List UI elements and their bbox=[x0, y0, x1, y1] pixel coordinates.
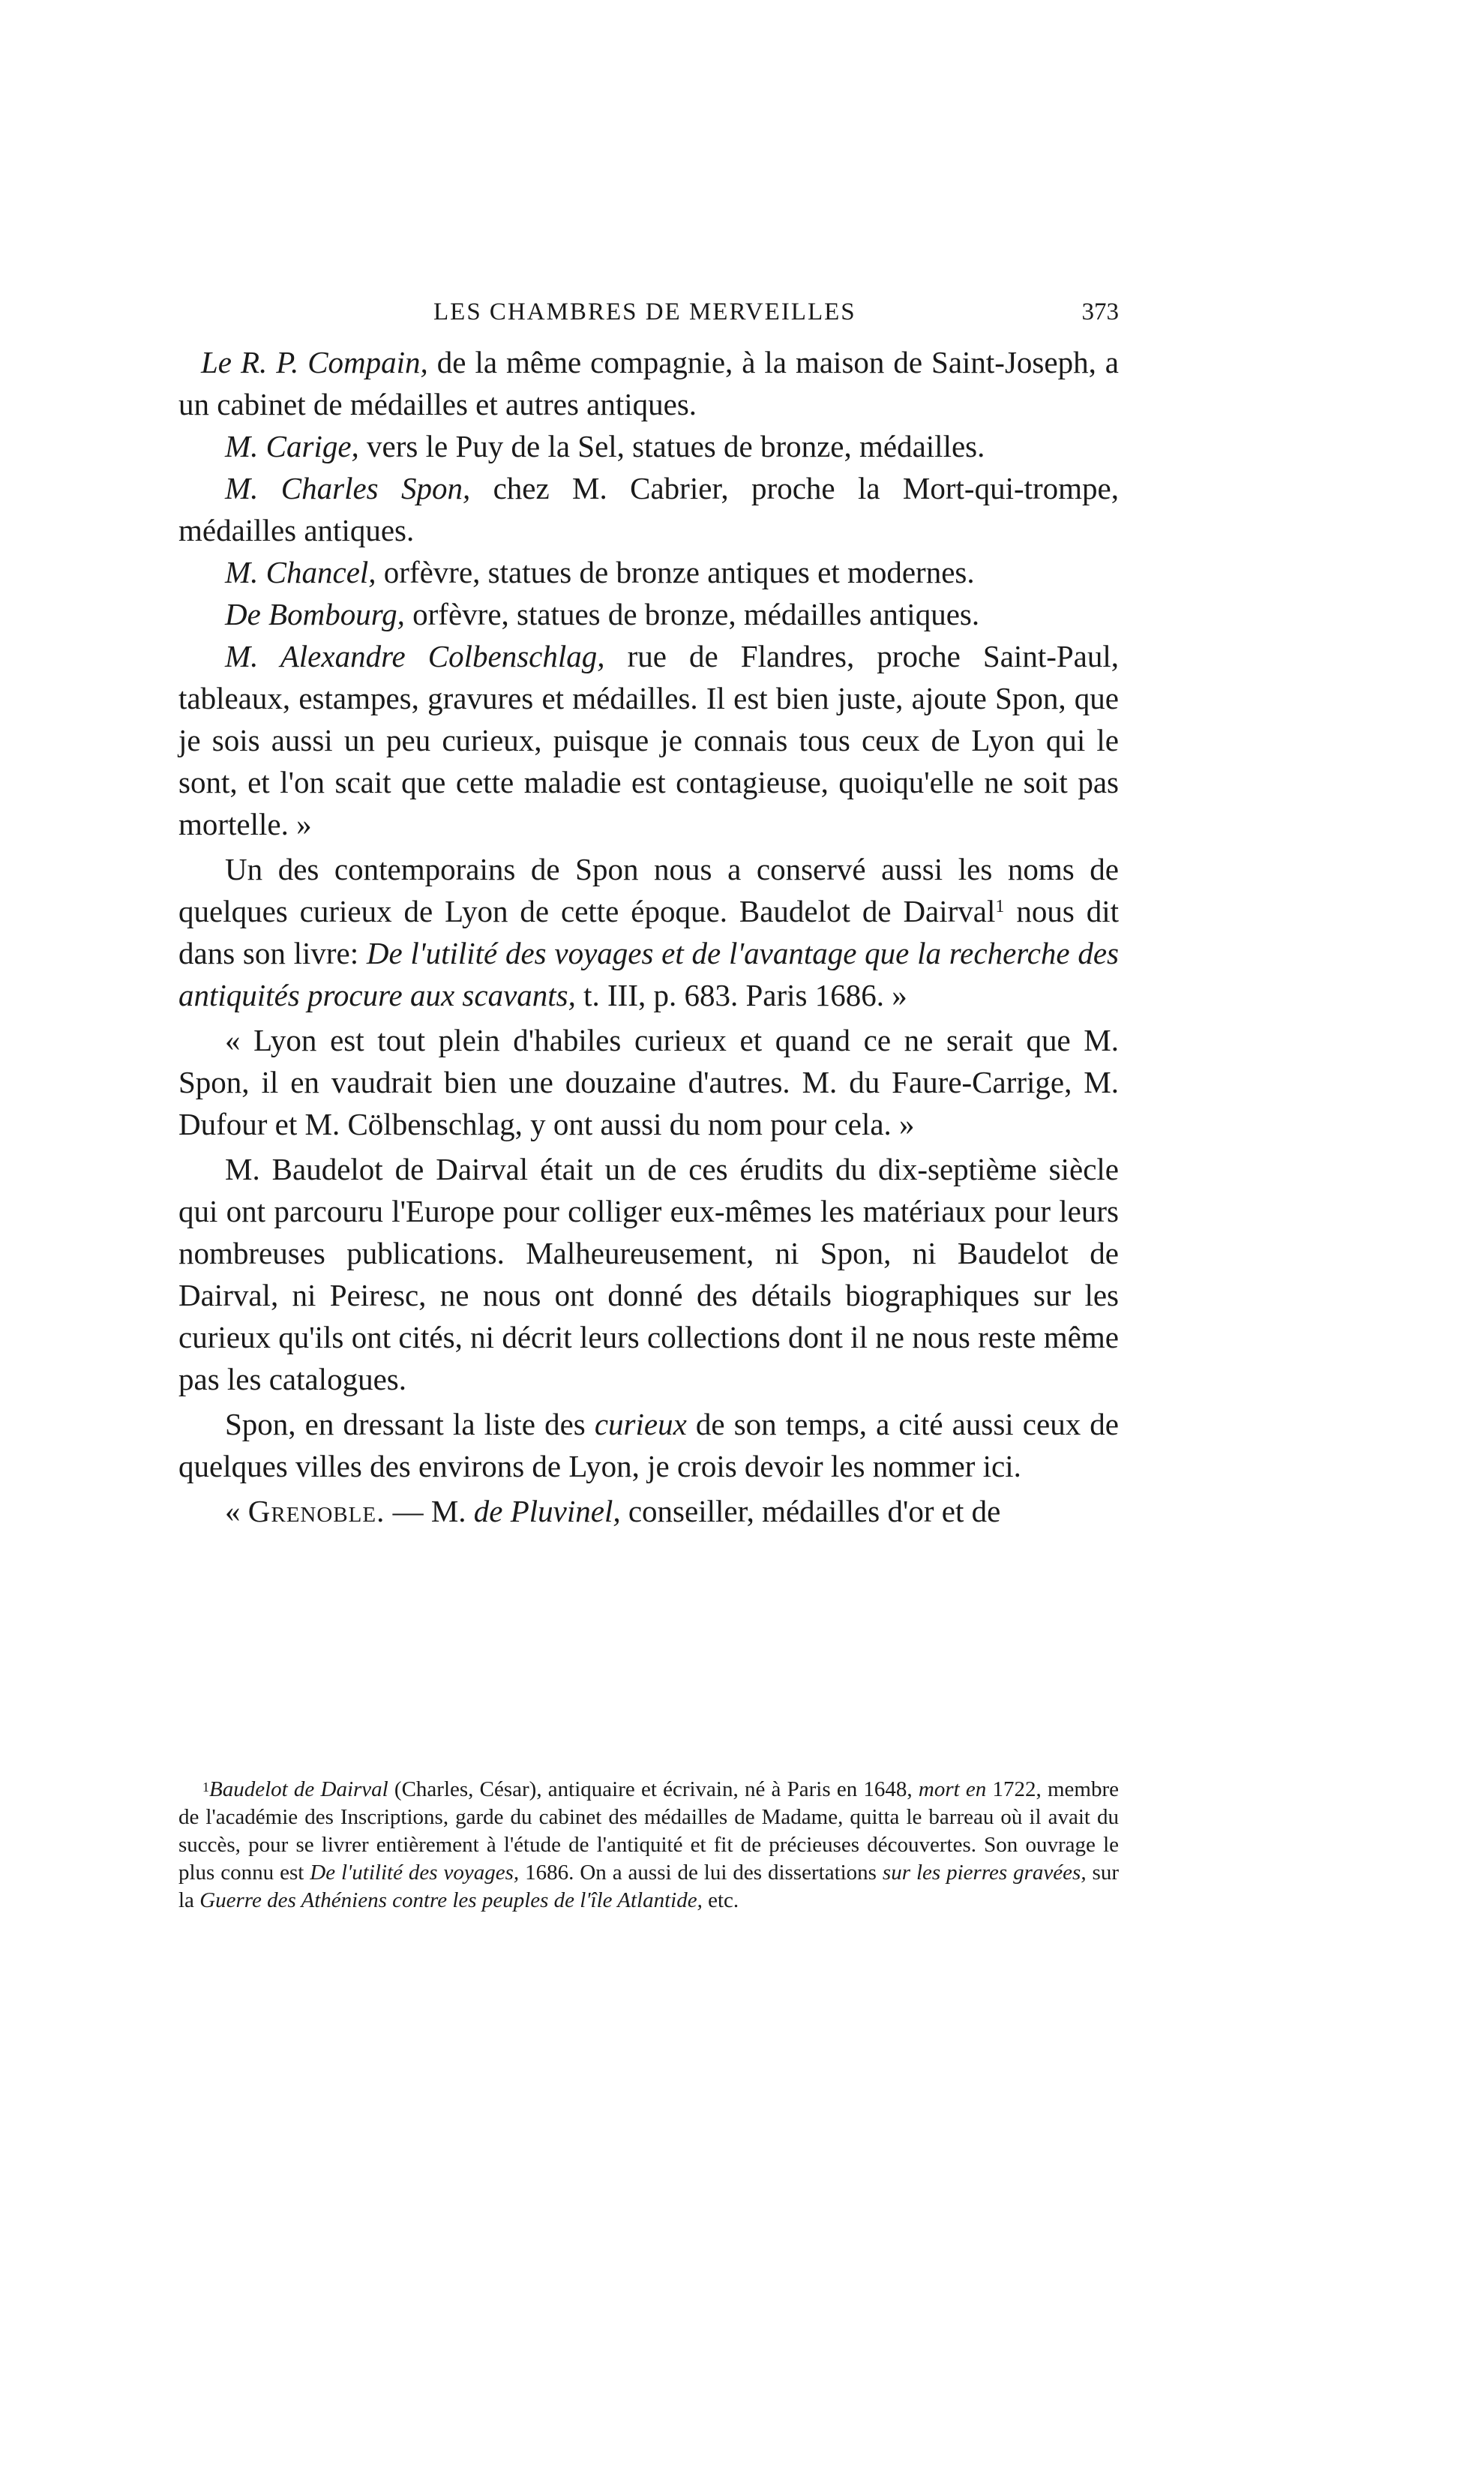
footnote-text: (Charles, César), antiquaire et écrivain, né à Paris en 1648, bbox=[388, 1777, 919, 1801]
paragraph-quote-lyon bbox=[178, 1019, 1119, 1145]
city-name: Grenoble. bbox=[247, 1494, 385, 1528]
footnote-reference: 1 bbox=[995, 897, 1005, 916]
paragraph-text: de son temps, a cité aussi ceux de quelques villes des environs de Lyon, je crois devoir les nommer ici. bbox=[178, 1407, 1119, 1483]
paragraph-text: de la même compagnie, à la maison de Saint-Joseph, a un cabinet de médailles et autres antiques. bbox=[178, 345, 1119, 421]
footnote-mark: 1 bbox=[202, 1780, 209, 1795]
footnote-text: sur la bbox=[178, 1861, 1119, 1912]
footnotes bbox=[178, 1776, 1119, 1915]
footnote-italic: mort en bbox=[918, 1777, 987, 1801]
main-text bbox=[178, 341, 1119, 1532]
paragraph-text: chez M. Cabrier, proche la Mort-qui-trompe, médailles antiques. bbox=[178, 471, 1119, 547]
running-head bbox=[178, 298, 1119, 336]
paragraph-contemporains bbox=[178, 848, 1119, 1016]
quote-mark: « bbox=[225, 1494, 248, 1528]
collector-name: De Bombourg, bbox=[225, 597, 405, 631]
paragraph-spon bbox=[178, 467, 1119, 551]
paragraph-text: orfèvre, statues de bronze, médailles antiques. bbox=[404, 597, 980, 631]
collector-name: M. Chancel, bbox=[225, 555, 376, 589]
paragraph-text: rue de Flandres, proche Saint-Paul, tableaux, estampes, gravures et médailles. Il est bien juste, ajoute Spon, que je sois aussi un peu curieux, puisque je connais tous ceux de Lyon qui le sont, et l'on scait que cette maladie est contagieuse, quoiqu'elle ne soit pas mortelle. » bbox=[178, 639, 1120, 841]
footnote-text: 1722, membre de l'académie des Inscriptions, garde du cabinet des médailles de Madame, quitta le barreau où il avait du succès, pour se livrer entièrement à l'étude de l'antiquité et fit de précieuses découvertes. Son ouvrage le plus connu est bbox=[178, 1777, 1119, 1885]
footnote-text: etc. bbox=[702, 1888, 739, 1912]
paragraph-grenoble bbox=[178, 1490, 1119, 1532]
paragraph-liste bbox=[178, 1403, 1119, 1487]
paragraph-baudelot bbox=[178, 1148, 1119, 1400]
emphasis: curieux bbox=[594, 1407, 687, 1441]
paragraph-text: nous dit dans son livre: bbox=[178, 894, 1119, 970]
paragraph-text: vers le Puy de la Sel, statues de bronze, médailles. bbox=[358, 429, 985, 463]
footnote-italic: Guerre des Athéniens contre les peuples de l'île Atlantide, bbox=[199, 1888, 703, 1912]
paragraph-text: « Lyon est tout plein d'habiles curieux et quand ce ne serait que M. Spon, il en vaudrait bien une douzaine d'autres. M. du Faure-Carrige, M. Dufour et M. Cölbenschlag, y ont aussi du nom pour cela. » bbox=[178, 1023, 1119, 1141]
paragraph-text: Spon, en dressant la liste des bbox=[225, 1407, 595, 1441]
book-title: De l'utilité des voyages et de l'avantage que la recherche des antiquités procure aux scavants, bbox=[178, 936, 1119, 1012]
paragraph-chancel bbox=[178, 551, 1119, 593]
paragraph-text: conseiller, médailles d'or et de bbox=[620, 1494, 1001, 1528]
paragraph-colbenschlag bbox=[178, 635, 1119, 845]
collector-name: M. Charles Spon, bbox=[225, 471, 471, 505]
collector-name: M. Carige, bbox=[225, 429, 359, 463]
paragraph-text: t. III, p. 683. Paris 1686. » bbox=[575, 978, 907, 1012]
paragraph-text: orfèvre, statues de bronze antiques et modernes. bbox=[376, 555, 975, 589]
collector-name: M. Alexandre Colbenschlag, bbox=[225, 639, 605, 673]
collector-name: Le R. P. Compain, bbox=[201, 345, 428, 379]
footnote-italic: De l'utilité des voyages, bbox=[310, 1861, 520, 1885]
collector-name: de Pluvinel, bbox=[473, 1494, 621, 1528]
running-head-title: LES CHAMBRES DE MERVEILLES bbox=[433, 298, 856, 325]
footnote-text: 1686. On a aussi de lui des dissertations bbox=[519, 1861, 883, 1885]
footnote-italic: sur les pierres gravées, bbox=[882, 1861, 1087, 1885]
paragraph-bombourg bbox=[178, 593, 1119, 635]
paragraph-text: Un des contemporains de Spon nous a conservé aussi les noms de quelques curieux de Lyon de cette époque. Baudelot de Dairval bbox=[178, 852, 1119, 928]
paragraph-text: — M. bbox=[385, 1494, 474, 1528]
paragraph-carige bbox=[178, 425, 1119, 467]
footnote-1 bbox=[178, 1776, 1119, 1915]
page-number: 373 bbox=[1081, 298, 1119, 325]
paragraph-compain bbox=[178, 341, 1119, 425]
footnote-name: Baudelot de Dairval bbox=[209, 1777, 388, 1801]
paragraph-text: M. Baudelot de Dairval était un de ces érudits du dix-septième siècle qui ont parcouru l'Europe pour colliger eux-mêmes les matériaux pour leurs nombreuses publications. Malheureusement, ni Spon, ni Baudelot de Dairval, ni Peiresc, ne nous ont donné des détails biographiques sur les curieux qu'ils ont cités, ni décrit leurs collections dont il ne nous reste même pas les catalogues. bbox=[178, 1152, 1119, 1396]
